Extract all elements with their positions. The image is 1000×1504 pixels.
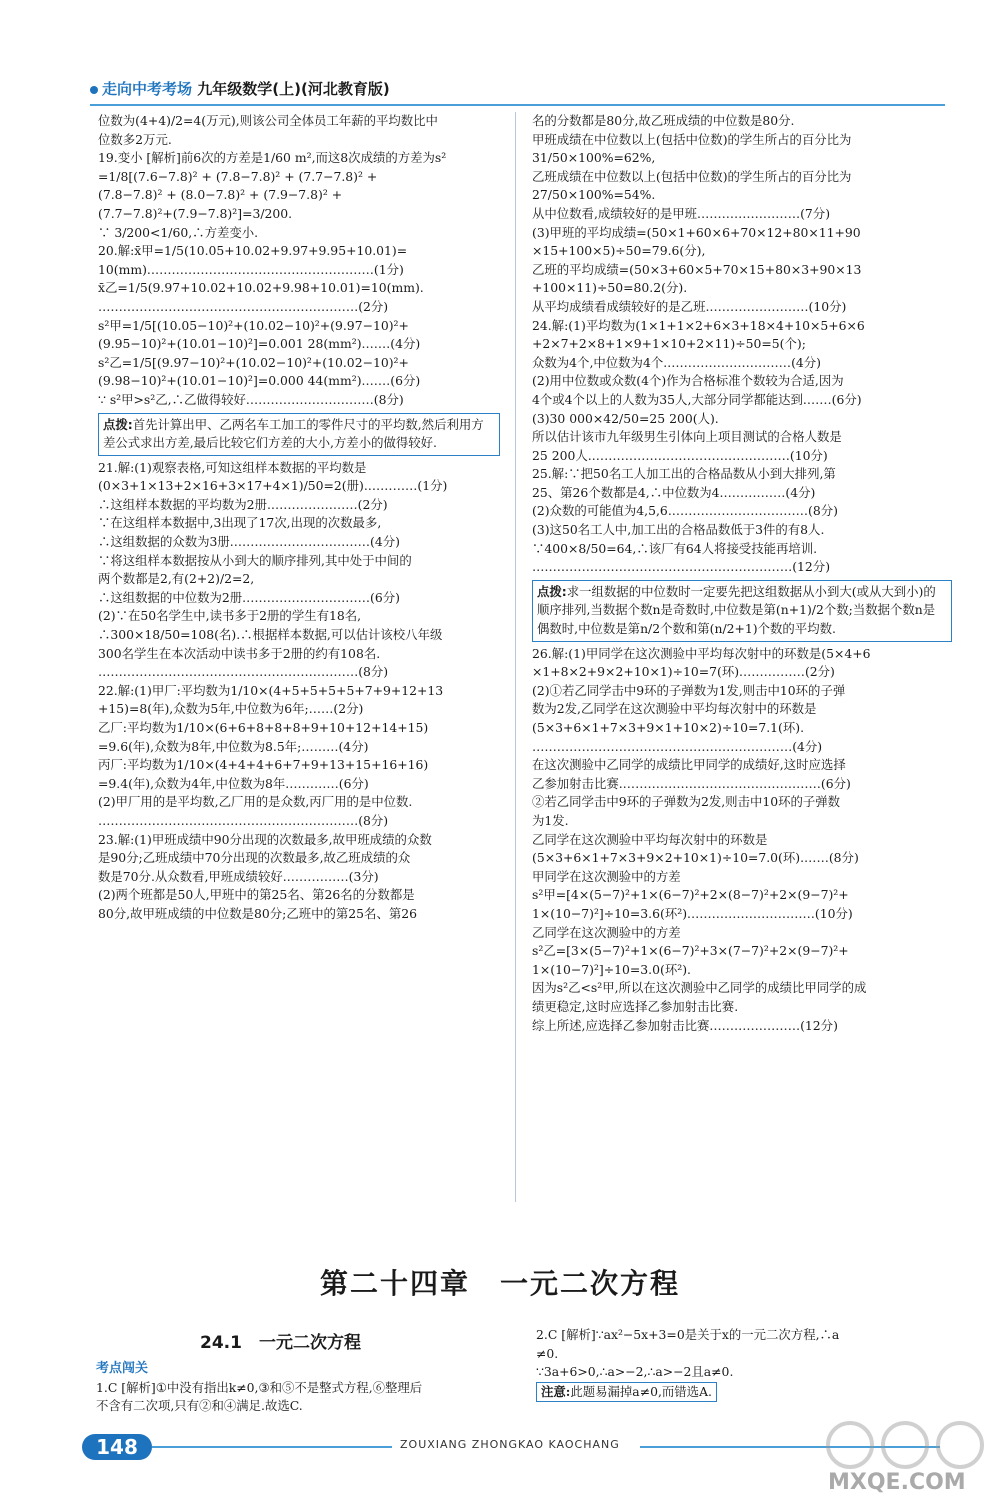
text-line: 1.C [解析]①中没有指出k≠0,③和⑤不是整式方程,⑥整理后 (96, 1379, 423, 1395)
text-line: (2)∵在50名学生中,读书多于2册的学生有18名, (98, 608, 362, 624)
text-line: 从中位数看,成绩较好的是甲班.……………………(7分) (532, 205, 831, 221)
text-line: ≠0. (536, 1345, 559, 1361)
text-line: (0×3+1×13+2×16+3×17+4×1)/50=2(册).…………(1分) (98, 478, 448, 494)
text-line: 名的分数都是80分,故乙班成绩的中位数是80分. (532, 113, 795, 128)
text-line: ∴这组数据的众数为3册.……………………………(4分) (98, 534, 400, 550)
text-line: (5×3+6×1+7×3+9×1+10×2)÷10=7.1(环). (532, 720, 805, 735)
text-line: 4个或4个以上的人数为35人,大部分同学都能达到.……(6分) (532, 391, 862, 407)
text-line: 因为s²乙<s²甲,所以在这次测验中乙同学的成绩比甲同学的成 (532, 980, 867, 996)
text-line: (2)两个班都是50人,甲班中的第25名、第26名的分数都是 (98, 887, 415, 903)
text-line: 乙同学在这次测验中平均每次射中的环数是 (532, 831, 768, 847)
text-line: ∵ 3/200<1/60,∴方差变小. (98, 224, 259, 240)
text-line: 22.解:(1)甲厂:平均数为1/10×(4+5+5+5+5+7+9+12+13 (98, 682, 444, 698)
right-column (532, 112, 952, 1035)
text-line: ………………………………………………………(4分) (532, 738, 823, 754)
text-line: ………………………………………………………(8分) (98, 812, 389, 828)
text-line: 甲同学在这次测验中的方差 (532, 868, 681, 884)
text-line: (9.95−10)²+(10.01−10)²]=0.001 28(mm²).……(4分) (98, 336, 421, 352)
text-line: 乙班成绩在中位数以上(包括中位数)的学生所占的百分比为 (532, 168, 852, 184)
left-column (98, 112, 500, 924)
text-line: s²甲=1/5[(10.05−10)²+(10.02−10)²+(9.97−10)²+ (98, 317, 409, 333)
text-line: +2×7+2×8+1×9+1×10+2×11)÷50=5(个); (532, 336, 806, 352)
text-line: 位数多2万元. (98, 131, 172, 147)
text-line: =9.4(年),众数为4年,中位数为8年.…………(6分) (98, 775, 369, 791)
text-line: (2)用中位数或众数(4个)作为合格标准个数较为合适,因为 (532, 373, 844, 389)
page-number: 148 (82, 1434, 152, 1460)
bullet-icon (90, 86, 98, 94)
text-line: 不含有二次项,只有②和④满足.故选C. (96, 1398, 303, 1414)
text-line: 两个数都是2,有(2+2)/2=2, (98, 571, 255, 587)
text-line: ∵400×8/50=64,∴该厂有64人将接受技能再培训. (532, 540, 818, 556)
text-line: ∴这组数据的中位数为2册.…………………………(6分) (98, 589, 400, 605)
text-line: (3)30 000×42/50=25 200(人). (532, 410, 719, 426)
tip-box-1 (98, 413, 500, 456)
text-line: 23.解:(1)甲班成绩中90分出现的次数最多,故甲班成绩的众数 (98, 831, 432, 847)
text-line: ②若乙同学击中9环的子弹数为2发,则击中10环的子弹数 (532, 794, 841, 810)
text-line: (7.8−7.8)² + (8.0−7.8)² + (7.9−7.8)² + (98, 187, 343, 203)
text-line: 众数为4个,中位数为4个.…………………………(4分) (532, 354, 822, 370)
header-subtitle: 九年级数学(上)(河北教育版) (197, 80, 390, 98)
text-line: ………………………………………………………(12分) (532, 559, 831, 575)
text-line: 乙参加射击比赛.…………………………………………(6分) (532, 775, 851, 791)
text-line: 25、第26个数都是4,∴中位数为4.……………(4分) (532, 484, 816, 500)
text-line: 19.变小 [解析]前6次的方差是1/60 m²,而这8次成绩的方差为s² (98, 150, 447, 166)
text-line: ∵3a+6>0,∴a>−2,∴a>−2且a≠0. (536, 1364, 734, 1380)
text-line: +100×11)÷50=80.2(分). (532, 280, 688, 296)
text-line: ∵在这组样本数据中,3出现了17次,出现的次数最多, (98, 515, 382, 531)
text-line: s²乙=[3×(5−7)²+1×(6−7)²+3×(7−7)²+2×(9−7)²+ (532, 943, 849, 959)
text-line: 31/50×100%=62%, (532, 150, 656, 166)
text-line: 在这次测验中乙同学的成绩比甲同学的成绩好,这时应选择 (532, 757, 846, 773)
warning-label: 注意: (541, 1383, 571, 1399)
text-line: (7.7−7.8)²+(7.9−7.8)²]=3/200. (98, 205, 293, 221)
text-line: 丙厂:平均数为1/10×(4+4+4+6+7+9+13+15+16+16) (98, 757, 429, 773)
footer-rule-left (152, 1446, 392, 1448)
warning-box (536, 1382, 717, 1403)
text-line: 2.C [解析]∵ax²−5x+3=0是关于x的一元二次方程,∴a (536, 1327, 840, 1342)
text-line: +15)=8(年),众数为5年,中位数为6年;……(2分) (98, 701, 364, 717)
bottom-left-column (96, 1360, 516, 1416)
text-line: 1×(10−7)²]÷10=3.0(环²). (532, 961, 691, 977)
text-line: ×1+8×2+9×2+10×1)÷10=7(环).……………(2分) (532, 664, 835, 680)
text-line: 位数为(4+4)/2=4(万元),则该公司全体员工年薪的平均数比中 (98, 113, 438, 128)
text-line: 27/50×100%=54%. (532, 187, 656, 203)
text-line: 25.解:∵把50名工人加工出的合格品数从小到大排列,第 (532, 466, 836, 482)
text-line: ×15+100×5)÷50=79.6(分), (532, 243, 706, 259)
tip-box-2 (532, 580, 952, 642)
text-line: (3)这50名工人中,加工出的合格品数低于3件的有8人. (532, 522, 825, 538)
bottom-right-column (536, 1326, 956, 1402)
text-line: 乙同学在这次测验中的方差 (532, 924, 681, 940)
text-line: 绩更稳定,这时应选择乙参加射击比赛. (532, 998, 739, 1014)
column-divider (515, 112, 516, 1202)
footer-text: ZOUXIANG ZHONGKAO KAOCHANG (400, 1438, 620, 1451)
text-line: 为1发. (532, 812, 569, 828)
text-line: ………………………………………………………(2分) (98, 298, 389, 314)
text-line: ………………………………………………………(8分) (98, 664, 389, 680)
chapter-title: 第二十四章 一元二次方程 (319, 1267, 680, 1300)
text-line: (2)甲厂用的是平均数,乙厂用的是众数,丙厂用的是中位数. (98, 794, 413, 810)
text-line: 数为2发,乙同学在这次测验中平均每次射中的环数是 (532, 701, 817, 717)
text-line: 综上所述,应选择乙参加射击比赛.…………………(12分) (532, 1017, 838, 1033)
text-line: (9.98−10)²+(10.01−10)²]=0.000 44(mm²).……(6分) (98, 373, 421, 389)
text-line: =9.6(年),众数为8年,中位数为8.5年;………(4分) (98, 738, 369, 754)
text-line: (2)①若乙同学击中9环的子弹数为1发,则击中10环的子弹 (532, 682, 846, 698)
text-line: 1×(10−7)²]÷10=3.6(环²).…………………………(10分) (532, 905, 853, 921)
text-line: 24.解:(1)平均数为(1×1+1×2+6×3+18×4+10×5+6×6 (532, 317, 865, 333)
text-line: s²甲=[4×(5−7)²+1×(6−7)²+2×(8−7)²+2×(9−7)²+ (532, 887, 849, 903)
text-line: ∵将这组样本数据按从小到大的顺序排列,其中处于中间的 (98, 552, 412, 568)
tip-label: 点拨: (103, 416, 133, 432)
text-line: 数是70分.从众数看,甲班成绩较好.……………(3分) (98, 868, 379, 884)
text-line: x̄乙=1/5(9.97+10.02+10.02+9.98+10.01)=10(mm). (98, 280, 424, 296)
kaodian-heading: 考点闯关 (96, 1361, 149, 1376)
watermark-text: MXQE.COM (828, 1470, 966, 1495)
text-line: 10(mm).………………………………………………(1分) (98, 261, 404, 277)
text-line: 乙班的平均成绩=(50×3+60×5+70×15+80×3+90×13 (532, 261, 862, 277)
tip-label: 点拨: (537, 583, 567, 599)
text-line: (3)甲班的平均成绩=(50×1+60×6+70×12+80×11+90 (532, 224, 861, 240)
text-line: (5×3+6×1+7×3+9×2+10×1)÷10=7.0(环).……(8分) (532, 850, 859, 866)
text-line: ∵ s²甲>s²乙,∴乙做得较好.…………………………(8分) (98, 391, 404, 407)
warning-text: 此题易漏掉a≠0,而错选A. (570, 1383, 712, 1399)
text-line: 21.解:(1)观察表格,可知这组样本数据的平均数是 (98, 459, 367, 475)
text-line: (2)众数的可能值为4,5,6.……………………………(8分) (532, 503, 838, 519)
text-line: 20.解:x̄甲=1/5(10.05+10.02+9.97+9.95+10.01)= (98, 243, 408, 259)
text-line: 300名学生在本次活动中读书多于2册的约有108名. (98, 645, 381, 661)
text-line: 从平均成绩看成绩较好的是乙班.……………………(10分) (532, 298, 847, 314)
text-line: 乙厂:平均数为1/10×(6+6+8+8+8+9+10+12+14+15) (98, 720, 429, 735)
text-line: 甲班成绩在中位数以上(包括中位数)的学生所占的百分比为 (532, 131, 852, 147)
text-line: ∴这组样本数据的平均数为2册.…………………(2分) (98, 496, 388, 512)
page-header (90, 78, 945, 106)
header-brand: 走向中考考场 (102, 80, 193, 98)
text-line: 25 200人.…………………………………………(10分) (532, 447, 828, 463)
text-line: =1/8[(7.6−7.8)² + (7.8−7.8)² + (7.7−7.8)² + (98, 168, 378, 184)
tip-text: 求一组数据的中位数时一定要先把这组数据从小到大(或从大到小)的顺序排列,当数据个数n是奇数时,中位数是第(n+1)/2个数;当数据个数n是偶数时,中位数是第n/2个数和第(n/2+1)个数的平均数. (537, 583, 936, 637)
text-line: 所以估计该市九年级男生引体向上项目测试的合格人数是 (532, 429, 842, 445)
text-line: 是90分;乙班成绩中70分出现的次数最多,故乙班成绩的众 (98, 850, 411, 866)
section-title: 24.1 一元二次方程 (200, 1333, 361, 1353)
text-line: 26.解:(1)甲同学在这次测验中平均每次射中的环数是(5×4+6 (532, 645, 871, 661)
text-line: ∴300×18/50=108(名).∴根据样本数据,可以估计该校八年级 (98, 627, 443, 643)
tip-text: 首先计算出甲、乙两名车工加工的零件尺寸的平均数,然后利用方差公式求出方差,最后比较它们方差的大小,方差小的做得较好. (103, 416, 484, 451)
text-line: s²乙=1/5[(9.97−10)²+(10.02−10)²+(10.02−10)²+ (98, 354, 409, 370)
text-line: 80分,故甲班成绩的中位数是80分;乙班中的第25名、第26 (98, 905, 417, 921)
